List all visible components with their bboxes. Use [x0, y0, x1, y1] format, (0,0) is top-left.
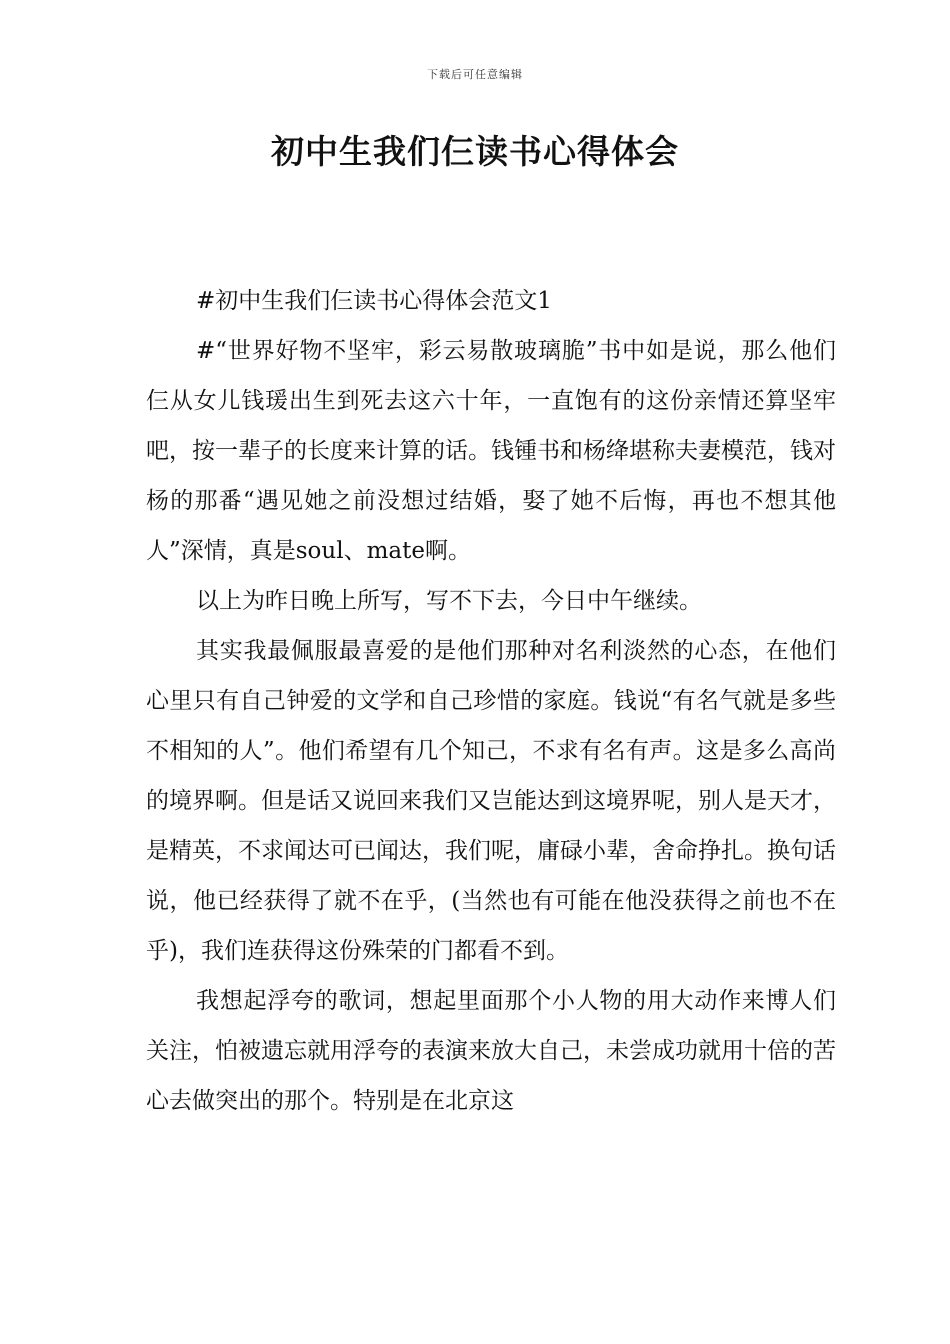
document-body [146, 276, 836, 1126]
document-title: 初中生我们仨读书心得体会 [271, 132, 679, 171]
paragraph: 我想起浮夸的歌词，想起里面那个小人物的用大动作来博人们关注，怕被遗忘就用浮夸的表演来放大自己，未尝成功就用十倍的苦心去做突出的那个。特别是在北京这 [146, 988, 836, 1114]
header-note: 下载后可任意编辑 [427, 68, 523, 81]
paragraph: #“世界好物不坚牢，彩云易散玻璃脆”书中如是说，那么他们仨从女儿钱瑗出生到死去这六十年，一直饱有的这份亲情还算坚牢吧，按一辈子的长度来计算的话。钱锺书和杨绛堪称夫妻模范，钱对杨的那番“遇见她之前没想过结婚，娶了她不后悔，再也不想其他人”深情，真是soul、mate啊。 [146, 338, 836, 564]
paragraph: #初中生我们仨读书心得体会范文1 [196, 288, 552, 314]
paragraph: 其实我最佩服最喜爱的是他们那种对名利淡然的心态，在他们心里只有自己钟爱的文学和自己珍惜的家庭。钱说“有名气就是多些不相知的人”。他们希望有几个知己，不求有名有声。这是多么高尚的境界啊。但是话又说回来我们又岂能达到这境界呢，别人是天才，是精英，不求闻达可已闻达，我们呢，庸碌小辈，舍命挣扎。换句话说，他已经获得了就不在乎，(当然也有可能在他没获得之前也不在乎)，我们连获得这份殊荣的门都看不到。 [146, 638, 836, 964]
paragraph: 以上为昨日晚上所写，写不下去，今日中午继续。 [196, 588, 702, 614]
